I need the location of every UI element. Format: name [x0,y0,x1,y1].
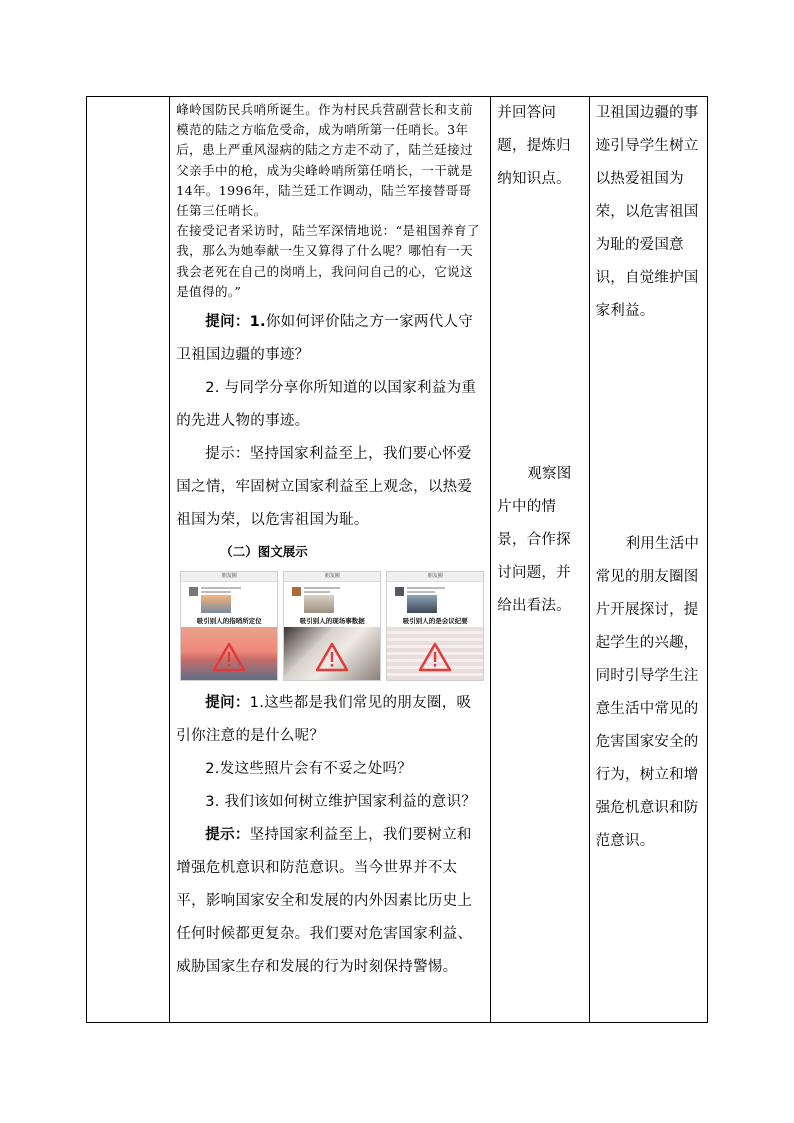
teaching-process-cell [170,97,491,1023]
lesson-plan-table [86,96,708,1023]
design-intent-bottom: 利用生活中常见的朋友圈图片开展探讨，提起学生的兴趣，同时引导学生注意生活中常见的危害国家安全的行为，树立和增强危机意识和防范意识。 [595,536,700,849]
story-paragraph-2: 在接受记者采访时，陆兰军深情地说：“是祖国养育了我，那么为她奉献一生又算得了什么呢？哪怕有一天我会老死在自己的岗哨上，我问问自己的心，它说这是值得的。” [176,223,480,299]
moments-screenshot-location: 朋友圈 吸引别人的指哨所定位 [180,571,278,681]
hint-1: 提示：坚持国家利益至上，我们要心怀爱国之情，牢固树立国家利益至上观念，以热爱祖国为荣，以危害祖国为耻。 [176,446,473,529]
hint-2: 提示：坚持国家利益至上，我们要树立和增强危机意识和防范意识。当今世界并不太平，影响国家安全和发展的内外因素比历史上任何时候都更复杂。我们要对危害国家利益、威胁国家生存和发展的行为时刻保持警惕。 [176,827,473,976]
moments-screenshot-minutes: 朋友圈 吸引别人的是会议纪要 [386,571,484,681]
question-moments-2: 2.发这些照片会有不妥之处吗？ [205,761,413,778]
moments-image-row [180,571,484,681]
question-moments-1: 提问：1.这些都是我们常见的朋友圈，吸引你注意的是什么呢？ [176,695,472,745]
student-activity-bottom: 观察图片中的情景，合作探讨问题，并给出看法。 [497,466,572,614]
empty-column-cell [87,97,170,1023]
question-moments-3: 3. 我们该如何树立维护国家利益的意识？ [205,794,477,811]
design-intent-cell [589,97,707,1023]
student-activity-top: 并回答问题，提炼归纳知识点。 [497,105,571,187]
question-1: 提问：1.你如何评价陆之方一家两代人守卫祖国边疆的事迹？ [176,314,474,364]
question-block-2 [176,687,484,984]
student-activity-cell [491,97,589,1023]
warning-icon [212,642,246,672]
warning-icon [418,642,452,672]
warning-icon [315,642,349,672]
moments-screenshot-data: 朋友圈 吸引别人的现场事数据 [283,571,381,681]
story-text [176,97,484,302]
section-heading-picture-display: （二）图文展示 [220,544,308,560]
question-2: 2. 与同学分享你所知道的以国家利益为重的先进人物的事迹。 [176,380,477,430]
design-intent-top: 卫祖国边疆的事迹引导学生树立以热爱祖国为荣，以危害祖国为耻的爱国意识，自觉维护国家利益。 [595,105,699,319]
story-paragraph-1: 峰岭国防民兵哨所诞生。作为村民兵营副营长和支前模范的陆之方临危受命，成为哨所第一任哨长。3年后，患上严重风湿病的陆之方走不动了，陆兰廷接过父亲手中的枪，成为尖峰岭哨所第任哨长，一干就是14年。1996年，陆兰廷工作调动，陆兰军接替哥哥任第三任哨长。 [176,102,473,219]
question-block-1 [176,306,484,537]
